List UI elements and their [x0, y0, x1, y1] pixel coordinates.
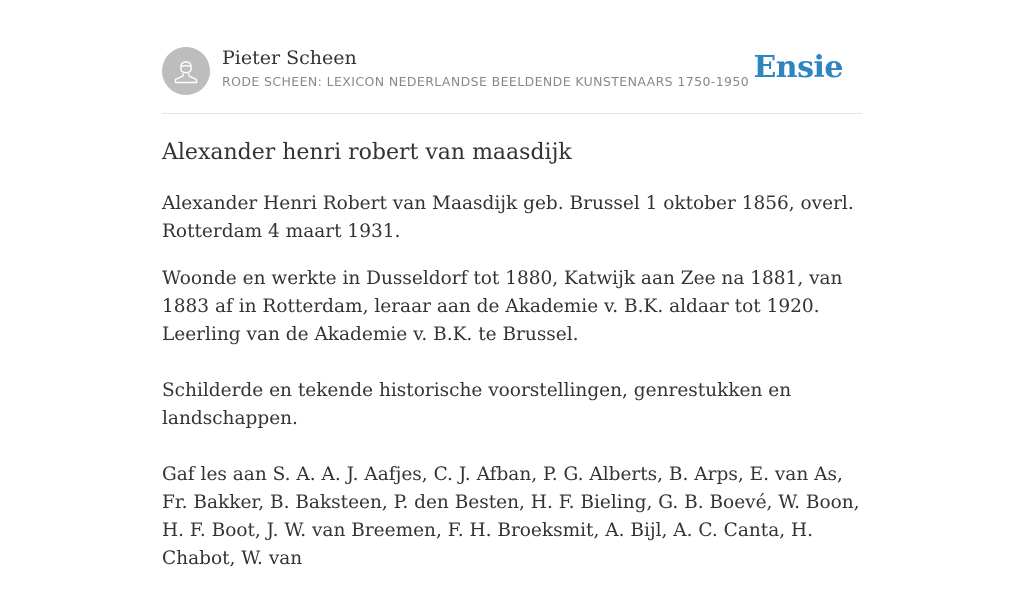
author-block	[222, 45, 749, 89]
article-header	[162, 0, 862, 114]
article-title: Alexander henri robert van maasdijk	[162, 140, 572, 165]
avatar[interactable]	[162, 47, 210, 95]
user-icon	[162, 47, 210, 95]
paragraph-birth: Alexander Henri Robert van Maasdijk geb. Brussel 1 oktober 1856, overl. Rotterdam 4 maart 1931.	[162, 193, 854, 242]
paragraph-students: Gaf les aan S. A. A. J. Aafjes, C. J. Afban, P. G. Alberts, B. Arps, E. van As, Fr. Bakker, B. Baksteen, P. den Besten, H. F. Bieling, G. B. Boevé, W. Boon, H. F. Boot, J. W. van Breemen, F. H. Broeksmit, A. Bijl, A. C. Canta, H. Chabot, W. van	[162, 464, 860, 569]
source-label[interactable]: RODE SCHEEN: LEXICON NEDERLANDSE BEELDENDE KUNSTENAARS 1750-1950	[222, 74, 750, 89]
article-body	[162, 190, 862, 592]
content-container	[162, 0, 862, 569]
paragraph-subjects: Schilderde en tekende historische voorstellingen, genrestukken en landschappen.	[162, 380, 792, 429]
paragraph-career: Woonde en werkte in Dusseldorf tot 1880, Katwijk aan Zee na 1881, van 1883 af in Rotterdam, leraar aan de Akademie v. B.K. aldaar tot 1920. Leerling van de Akademie v. B.K. te Brussel.	[162, 268, 843, 345]
ensie-logo[interactable]: Ensie	[753, 50, 843, 85]
author-name[interactable]: Pieter Scheen	[222, 47, 357, 69]
